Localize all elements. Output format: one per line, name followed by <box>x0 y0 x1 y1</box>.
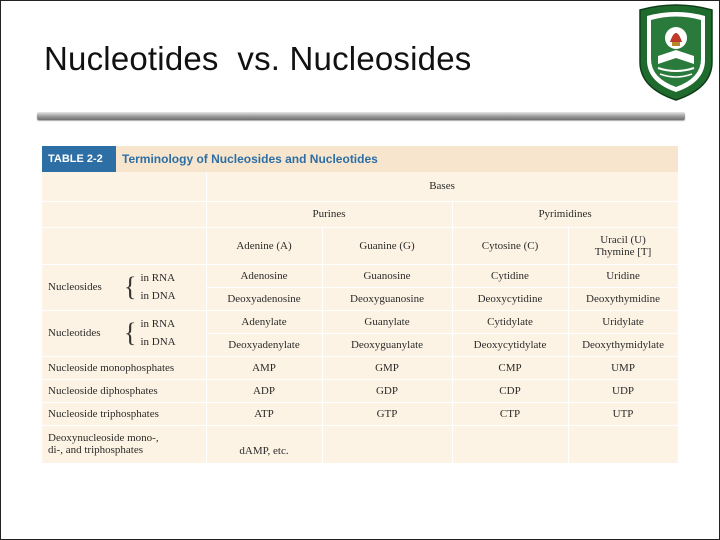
table-cell: Uridine <box>568 264 678 287</box>
column-header-guanine: Guanine (G) <box>322 227 452 264</box>
table-cell: Cytidylate <box>452 310 568 333</box>
bases-header: Bases <box>206 172 678 201</box>
table-cell: ADP <box>206 379 322 402</box>
nucleotides-label: Nucleotides <box>48 327 101 339</box>
row-label: Nucleoside triphosphates <box>42 402 206 425</box>
table-cell: CDP <box>452 379 568 402</box>
row-label: Nucleoside monophosphates <box>42 356 206 379</box>
table-header <box>42 146 678 172</box>
table-cell: GMP <box>322 356 452 379</box>
column-header-uracil-thymine <box>568 227 678 264</box>
table-cell: Deoxyadenosine <box>206 287 322 310</box>
column-header-thymine: Thymine [T] <box>594 245 652 258</box>
table-cell: CTP <box>452 402 568 425</box>
table-row <box>42 356 678 379</box>
nucleosides-label: Nucleosides <box>48 281 102 293</box>
table-cell: Deoxycytidine <box>452 287 568 310</box>
empty-cell <box>322 425 452 463</box>
table-cell: GDP <box>322 379 452 402</box>
table-row <box>42 379 678 402</box>
table-number: TABLE 2-2 <box>42 146 116 172</box>
table-cell: Deoxythymidine <box>568 287 678 310</box>
nucleotides-label-cell <box>42 310 206 356</box>
empty-cell <box>42 201 206 227</box>
table-row <box>42 227 678 264</box>
table-cell: Deoxyguanylate <box>322 333 452 356</box>
purines-header: Purines <box>206 201 452 227</box>
empty-cell <box>452 425 568 463</box>
nucleosides-label-cell <box>42 264 206 310</box>
deoxy-row-label <box>42 425 206 463</box>
deoxy-row-label-line1: Deoxynucleoside mono-, <box>48 432 159 444</box>
empty-cell <box>42 172 206 201</box>
empty-cell <box>42 227 206 264</box>
table-cell: AMP <box>206 356 322 379</box>
table-row <box>42 402 678 425</box>
rna-sublabel: in RNA <box>140 318 176 330</box>
table-cell: Deoxyguanosine <box>322 287 452 310</box>
table-row <box>42 425 678 463</box>
brace-icon: { <box>124 317 137 348</box>
table-cell: UTP <box>568 402 678 425</box>
terminology-table-figure <box>42 146 678 464</box>
table-cell: UDP <box>568 379 678 402</box>
table-cell: CMP <box>452 356 568 379</box>
table-cell: Guanylate <box>322 310 452 333</box>
table-cell: Cytidine <box>452 264 568 287</box>
table-cell: Deoxyadenylate <box>206 333 322 356</box>
table-row <box>42 201 678 227</box>
table-row <box>42 264 678 287</box>
dna-sublabel: in DNA <box>140 336 176 348</box>
dna-sublabel: in DNA <box>140 290 176 302</box>
table-cell: Deoxythymidylate <box>568 333 678 356</box>
table-cell: Guanosine <box>322 264 452 287</box>
column-header-adenine: Adenine (A) <box>206 227 322 264</box>
table-row <box>42 172 678 201</box>
table-row <box>42 310 678 333</box>
table-cell: GTP <box>322 402 452 425</box>
table-cell: Adenosine <box>206 264 322 287</box>
slide-title: Nucleotides vs. Nucleosides <box>44 40 472 77</box>
title-divider <box>37 112 685 120</box>
university-seal-icon <box>634 2 718 102</box>
terminology-table <box>42 172 679 464</box>
table-cell: Adenylate <box>206 310 322 333</box>
table-cell: Uridylate <box>568 310 678 333</box>
row-label: Nucleoside diphosphates <box>42 379 206 402</box>
pyrimidines-header: Pyrimidines <box>452 201 678 227</box>
column-header-uracil: Uracil (U) <box>600 233 646 246</box>
deoxy-row-label-line2: di-, and triphosphates <box>48 444 144 456</box>
rna-sublabel: in RNA <box>140 272 176 284</box>
table-cell: Deoxycytidylate <box>452 333 568 356</box>
brace-icon: { <box>124 271 137 302</box>
column-header-cytosine: Cytosine (C) <box>452 227 568 264</box>
table-cell: ATP <box>206 402 322 425</box>
empty-cell <box>568 425 678 463</box>
table-cell: dAMP, etc. <box>206 425 322 463</box>
table-caption: Terminology of Nucleosides and Nucleotides <box>122 152 378 166</box>
table-cell: UMP <box>568 356 678 379</box>
